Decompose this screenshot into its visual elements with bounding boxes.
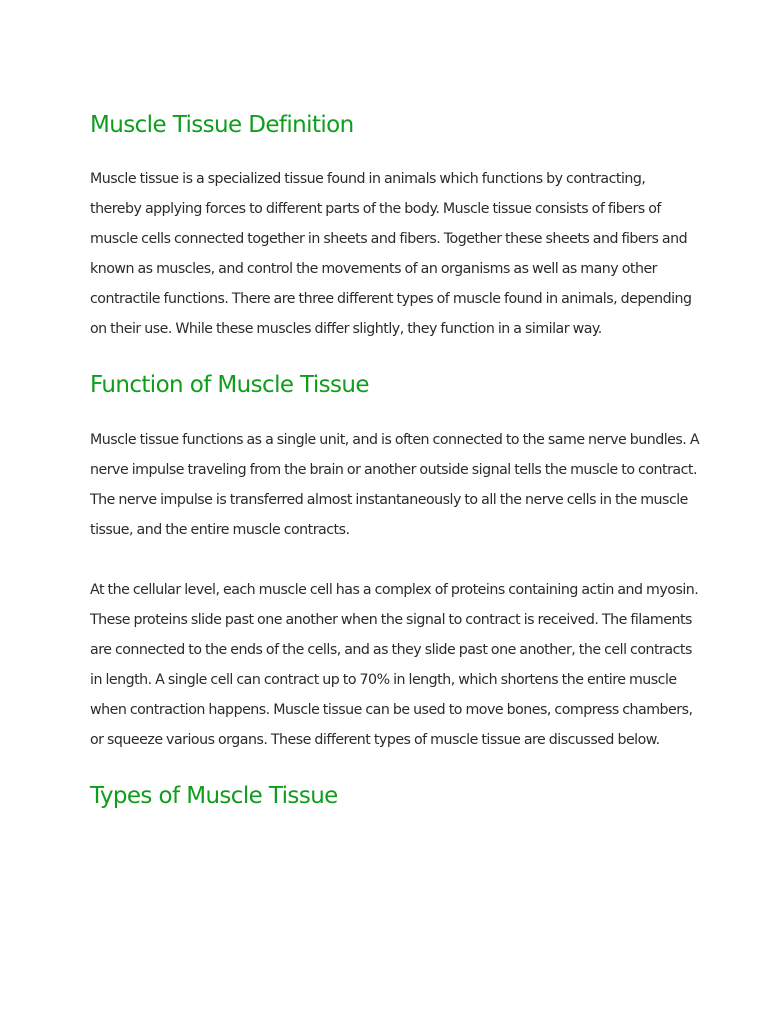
function-paragraph-1: Muscle tissue functions as a single unit, and is often connected to the same nerve bundles. A nerve impulse traveling from the brain or another outside signal tells the muscle to contract. The nerve impulse is transferred almost instantaneously to all the nerve cells in the muscle tissue, and the entire muscle contracts. [90, 432, 700, 538]
function-paragraph-2: At the cellular level, each muscle cell has a complex of proteins containing actin and myosin. These proteins slide past one another when the signal to contract is received. The filaments are connected to the ends of the cells, and as they slide past one another, the cell contracts in length. A single cell can contract up to 70% in length, which shortens the entire muscle when contraction happens. Muscle tissue can be used to move bones, compress chambers, or squeeze various organs. These different types of muscle tissue are discussed below. [90, 582, 699, 748]
section-heading-definition: Muscle Tissue Definition [90, 112, 354, 138]
section-heading-types: Types of Muscle Tissue [90, 783, 338, 809]
document-page [90, 0, 700, 811]
definition-paragraph: Muscle tissue is a specialized tissue found in animals which functions by contracting, thereby applying forces to different parts of the body. Muscle tissue consists of fibers of muscle cells connected together in sheets and fibers. Together these sheets and fibers and known as muscles, and control the movements of an organisms as well as many other contractile functions. There are three different types of muscle found in animals, depending on their use. While these muscles differ slightly, they function in a similar way. [90, 171, 692, 337]
section-heading-function: Function of Muscle Tissue [90, 372, 369, 398]
